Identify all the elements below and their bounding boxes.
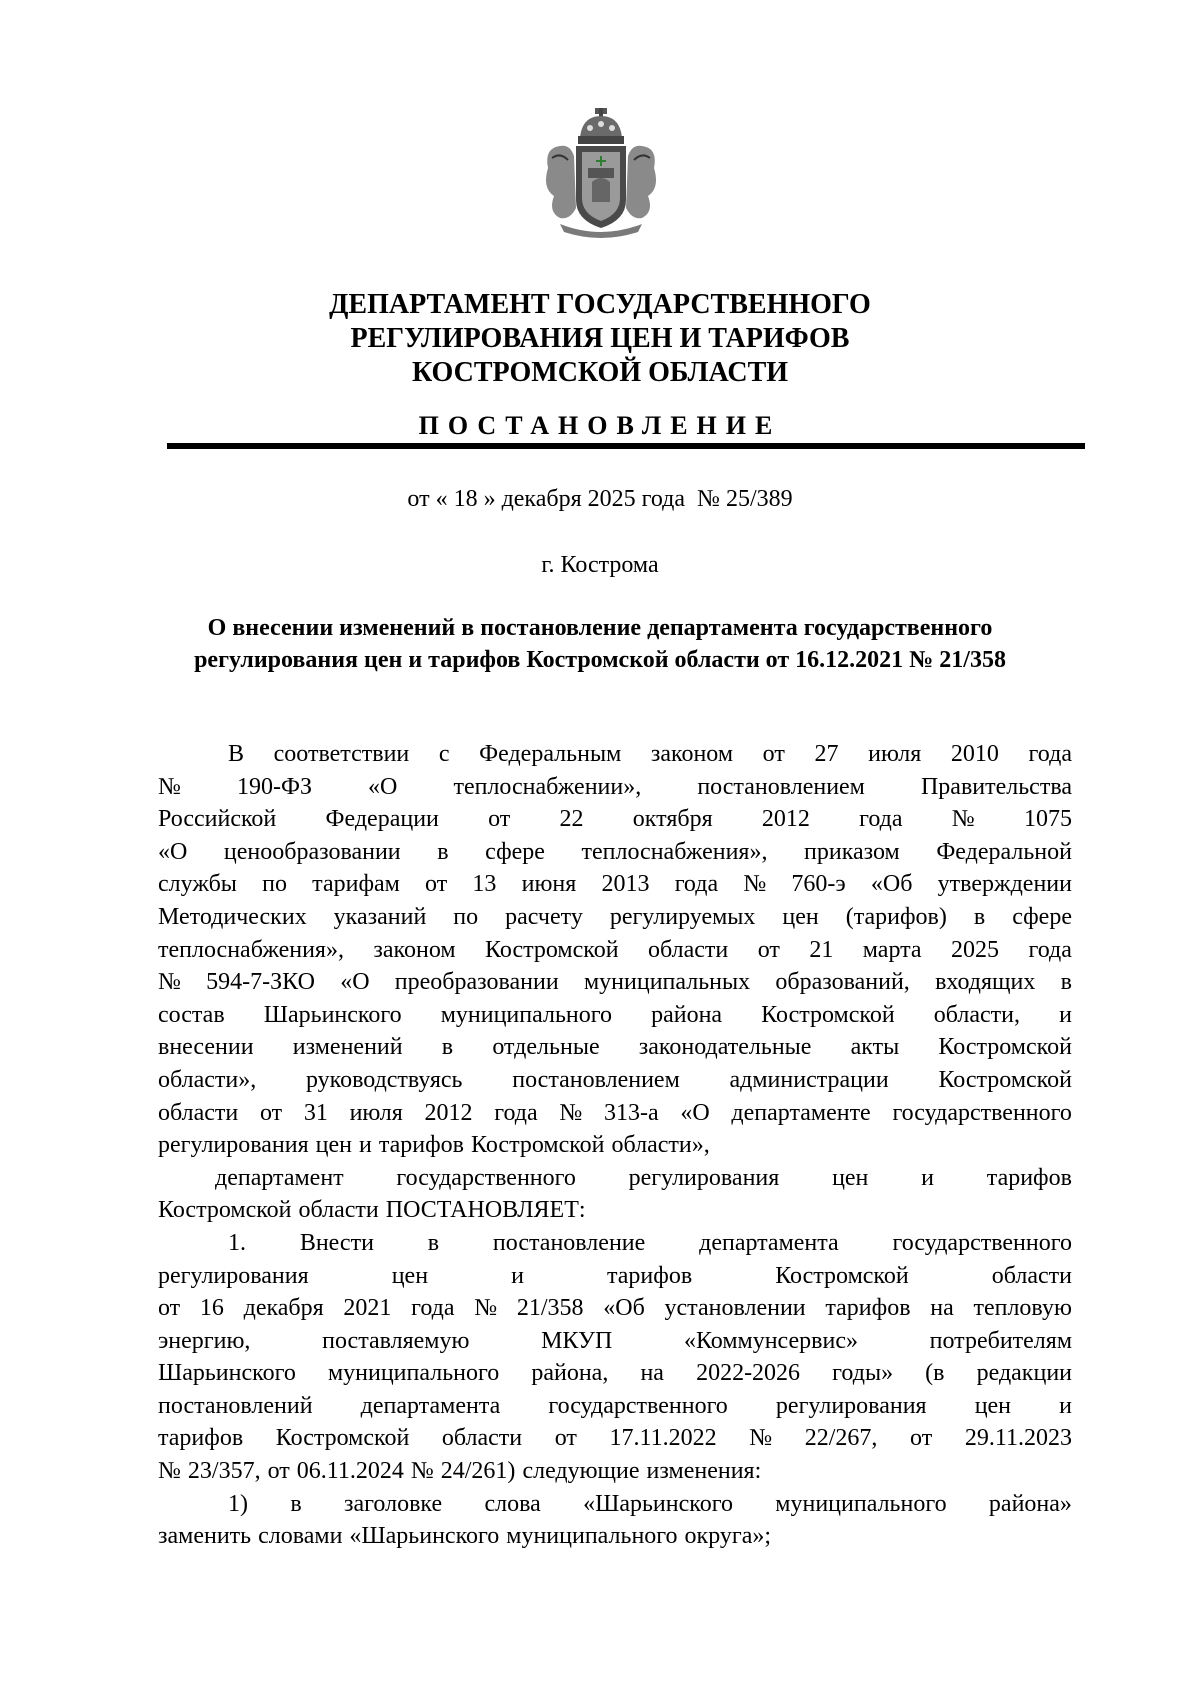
body-line: регулирования цен и тарифов Костромской области», xyxy=(158,1132,710,1159)
body-line: Методических указаний по расчету регулируемых цен (тарифов) в сфере xyxy=(158,903,1072,930)
body-line: тарифов Костромской области от 17.11.2022 № 22/267, от 29.11.2023 xyxy=(158,1425,1072,1452)
body-line: состав Шарьинского муниципального района Костромской области, и xyxy=(158,1001,1072,1028)
org-line-2: РЕГУЛИРОВАНИЯ ЦЕН И ТАРИФОВ xyxy=(350,323,850,354)
body-line: департамент государственного регулирования цен и тарифов xyxy=(215,1164,1072,1191)
body-line: внесении изменений в отдельные законодательные акты Костромской xyxy=(158,1034,1072,1061)
document-title xyxy=(120,612,1080,676)
title-line-2: регулирования цен и тарифов Костромской области от 16.12.2021 № 21/358 xyxy=(194,647,1006,673)
body-line: 1. Внести в постановление департамента государственного xyxy=(228,1229,1072,1256)
body-line: Российской Федерации от 22 октября 2012 года № 1075 xyxy=(158,806,1072,833)
body-line: заменить словами «Шарьинского муниципального округа»; xyxy=(158,1523,772,1550)
body-line: Костромской области ПОСТАНОВЛЯЕТ: xyxy=(158,1197,586,1224)
organization-name xyxy=(0,288,1200,390)
body-line: регулирования цен и тарифов Костромской области xyxy=(158,1262,1072,1289)
body-line: области», руководствуясь постановлением администрации Костромской xyxy=(158,1066,1072,1093)
body-line: постановлений департамента государственного регулирования цен и xyxy=(158,1392,1072,1419)
body-line: 1) в заголовке слова «Шарьинского муниципального района» xyxy=(228,1490,1072,1517)
body-line: энергию, поставляемую МКУП «Коммунсервис» потребителям xyxy=(158,1327,1072,1354)
body-line: области от 31 июля 2012 года № 313-а «О департаменте государственного xyxy=(158,1099,1072,1126)
org-line-3: КОСТРОМСКОЙ ОБЛАСТИ xyxy=(411,357,789,388)
title-line-1: О внесении изменений в постановление департамента государственного xyxy=(207,615,993,641)
document-type: ПОСТАНОВЛЕНИЕ xyxy=(418,411,782,440)
body-line: от 16 декабря 2021 года № 21/358 «Об установлении тарифов на тепловую xyxy=(158,1295,1072,1322)
body-line: службы по тарифам от 13 июня 2013 года № 760-э «Об утверждении xyxy=(158,871,1072,898)
coat-of-arms-emblem xyxy=(540,108,662,240)
document-body xyxy=(158,738,1072,1553)
place-of-issue: г. Кострома xyxy=(541,552,659,578)
body-line: В соответствии с Федеральным законом от 27 июля 2010 года xyxy=(228,741,1072,767)
org-line-1: ДЕПАРТАМЕНТ ГОСУДАРСТВЕННОГО xyxy=(329,289,871,320)
date-and-number: от « 18 » декабря 2025 года № 25/389 xyxy=(407,486,793,512)
body-line: Шарьинского муниципального района, на 2022-2026 годы» (в редакции xyxy=(158,1360,1072,1387)
body-line: № 23/357, от 06.11.2024 № 24/261) следующие изменения: xyxy=(158,1458,762,1485)
body-line: № 190-ФЗ «О теплоснабжении», постановлением Правительства xyxy=(158,773,1072,800)
header-divider xyxy=(167,443,1085,449)
body-line: теплоснабжения», законом Костромской области от 21 марта 2025 года xyxy=(158,936,1072,963)
body-line: «О ценообразовании в сфере теплоснабжения», приказом Федеральной xyxy=(158,838,1072,865)
body-line: № 594-7-ЗКО «О преобразовании муниципальных образований, входящих в xyxy=(158,969,1072,996)
